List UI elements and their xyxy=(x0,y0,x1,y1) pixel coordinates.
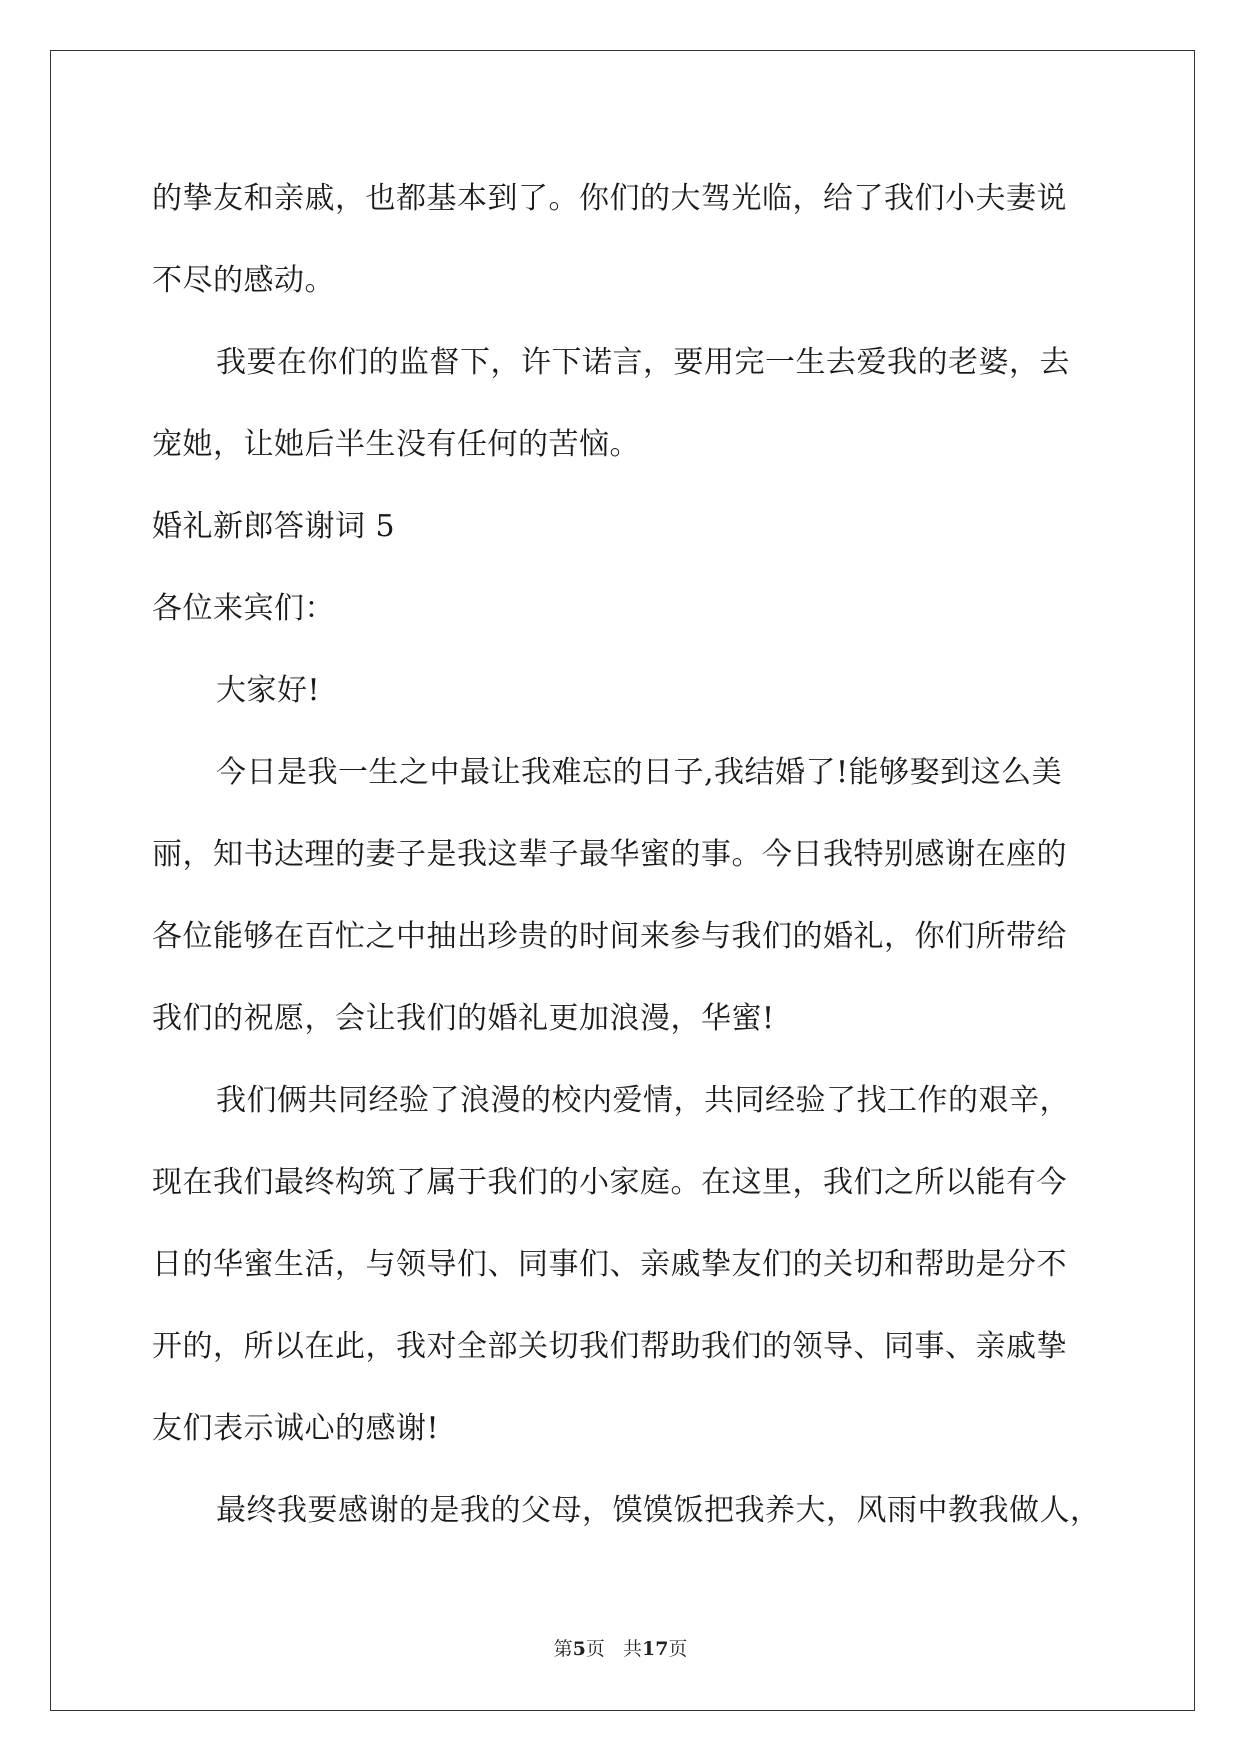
text-line: 丽，知书达理的妻子是我这辈子最华蜜的事。今日我特别感谢在座的 xyxy=(152,837,1067,872)
total-prefix: 共 xyxy=(622,1638,642,1660)
salutation: 各位来宾们： xyxy=(152,591,335,626)
page-footer xyxy=(0,1634,1241,1661)
text-line: 的挚友和亲戚，也都基本到了。你们的大驾光临，给了我们小夫妻说 xyxy=(152,181,1067,216)
page-number: 5 xyxy=(572,1638,586,1660)
paragraph-start: 我要在你们的监督下，许下诺言，要用完一生去爱我的老婆，去 xyxy=(216,345,1070,380)
document-body xyxy=(152,158,1102,1552)
paragraph-start: 我们俩共同经验了浪漫的校内爱情，共同经验了找工作的艰辛， xyxy=(216,1083,1070,1118)
greeting: 大家好! xyxy=(216,673,321,708)
paragraph-start: 最终我要感谢的是我的父母，馍馍饭把我养大，风雨中教我做人， xyxy=(216,1493,1101,1528)
text-line: 开的，所以在此，我对全部关切我们帮助我们的领导、同事、亲戚挚 xyxy=(152,1329,1067,1364)
text-line: 现在我们最终构筑了属于我们的小家庭。在这里，我们之所以能有今 xyxy=(152,1165,1067,1200)
text-line: 各位能够在百忙之中抽出珍贵的时间来参与我们的婚礼，你们所带给 xyxy=(152,919,1067,954)
text-line: 宠她，让她后半生没有任何的苦恼。 xyxy=(152,427,640,462)
total-pages: 17 xyxy=(641,1638,669,1660)
page-prefix: 第 xyxy=(553,1638,573,1660)
text-line: 不尽的感动。 xyxy=(152,263,335,298)
total-suffix: 页 xyxy=(668,1638,688,1660)
paragraph-start: 今日是我一生之中最让我难忘的日子,我结婚了!能够娶到这么美 xyxy=(216,755,1063,790)
page-suffix: 页 xyxy=(585,1638,605,1660)
text-line: 我们的祝愿，会让我们的婚礼更加浪漫，华蜜! xyxy=(152,1001,775,1036)
text-line: 友们表示诚心的感谢! xyxy=(152,1411,440,1446)
text-line: 日的华蜜生活，与领导们、同事们、亲戚挚友们的关切和帮助是分不 xyxy=(152,1247,1067,1282)
section-heading: 婚礼新郎答谢词 5 xyxy=(152,509,396,544)
